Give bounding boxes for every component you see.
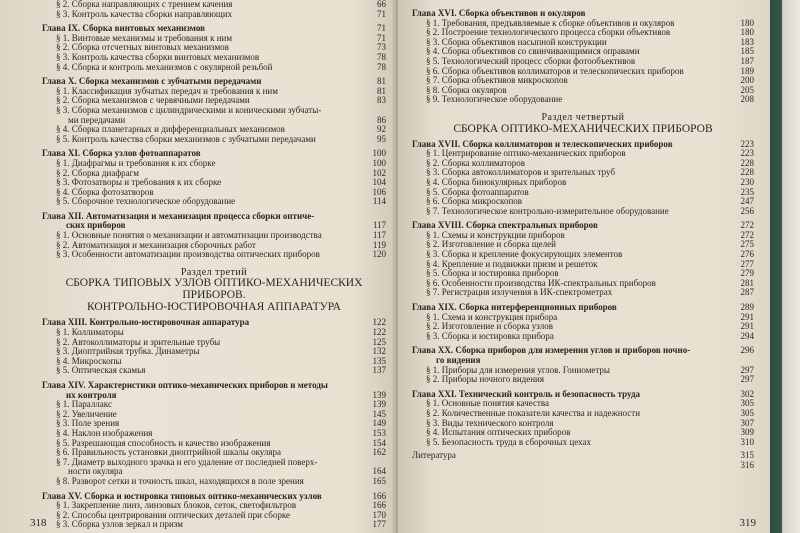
toc-text: § 5. Сборочное технологическое оборудование bbox=[56, 196, 236, 207]
toc-page-number: 104 bbox=[372, 177, 386, 188]
toc-page-number: 139 bbox=[372, 389, 386, 400]
right-page-number: 319 bbox=[739, 517, 756, 529]
toc-text: СБОРКА ОПТИКО-МЕХАНИЧЕСКИХ ПРИБОРОВ bbox=[453, 122, 713, 135]
toc-text: § 4. Сборка фотозатворов bbox=[56, 186, 154, 197]
toc-text: § 1. Закрепление линз, линзовых блоков, сеток, светофильтров bbox=[56, 500, 297, 511]
toc-text: § 8. Разворот сетки и точность шкал, находящихся в поле зрения bbox=[56, 475, 304, 486]
toc-item bbox=[412, 375, 754, 385]
toc-text: § 5. Разрешающая способность и качество изображения bbox=[56, 437, 271, 448]
toc-text: § 5. Безопасность труда в сборочных цехах bbox=[426, 436, 591, 447]
toc-item bbox=[412, 95, 754, 105]
part-title bbox=[412, 113, 754, 123]
toc-page-number: 228 bbox=[740, 157, 754, 168]
toc-text: § 2. Изготовление и сборка узлов bbox=[426, 321, 553, 332]
toc-page-number: 122 bbox=[372, 327, 386, 338]
toc-text: § 3. Диоптрийная трубка. Динаметры bbox=[56, 346, 200, 357]
toc-text: § 4. Микроскопы bbox=[56, 355, 122, 366]
toc-text: Глава XII. Автоматизация и механизация процесса сборки оптиче- bbox=[42, 210, 315, 221]
toc-page-number: 305 bbox=[740, 407, 754, 418]
toc-text: Глава XIII. Контрольно-юстировочная аппаратура bbox=[42, 317, 250, 328]
toc-text: § 2. Сборка механизмов с червячными передачами bbox=[56, 95, 250, 106]
toc-text: их контроля bbox=[66, 389, 117, 400]
toc-page-number: 177 bbox=[372, 519, 386, 530]
toc-page-number: 200 bbox=[740, 75, 754, 86]
toc-page-number: 307 bbox=[740, 417, 754, 428]
toc-page-number: 117 bbox=[372, 230, 386, 241]
toc-text: КОНТРОЛЬНО-ЮСТИРОВОЧНАЯ АППАРАТУРА bbox=[87, 301, 341, 314]
toc-page-number: 83 bbox=[377, 95, 386, 106]
toc-page-number: 165 bbox=[372, 475, 386, 486]
toc-text: § 3. Особенности автоматизации производства оптических приборов bbox=[56, 249, 320, 260]
toc-text: § 1. Схема и конструкция прибора bbox=[426, 311, 558, 322]
toc-text: § 6. Сборка объективов коллиматоров и телескопических приборов bbox=[426, 65, 684, 76]
toc-page-number: 205 bbox=[740, 84, 754, 95]
toc-page-number: 81 bbox=[377, 76, 386, 87]
toc-page-number: 164 bbox=[372, 466, 386, 477]
toc-page-number: 223 bbox=[740, 138, 754, 149]
toc-page-number: 297 bbox=[740, 364, 754, 375]
toc-page-number: 132 bbox=[372, 346, 386, 357]
toc-item bbox=[42, 520, 386, 530]
toc-text: § 3. Сборка механизмов с цилиндрическими и коническими зубчаты- bbox=[56, 104, 322, 115]
toc-page-number: 272 bbox=[740, 220, 754, 231]
toc-text: § 1. Требования, предъявляемые к сборке объективов и окуляров bbox=[426, 17, 675, 28]
toc-page-number: 162 bbox=[372, 447, 386, 458]
toc-text: § 2. Автоматизация и механизация сборочных работ bbox=[56, 239, 256, 250]
toc-text: Глава IX. Сборка винтовых механизмов bbox=[42, 23, 205, 34]
toc-text: § 1. Приборы для измерения углов. Гониометры bbox=[426, 364, 610, 375]
toc-page-number: 145 bbox=[372, 408, 386, 419]
toc-text: § 2. Сборка направляющих с трением качения bbox=[56, 0, 233, 9]
toc-page-number: 71 bbox=[377, 32, 386, 43]
toc-text: § 7. Технологическое контрольно-измерительное оборудование bbox=[426, 205, 669, 216]
toc-page-number: 180 bbox=[740, 27, 754, 38]
toc-item bbox=[412, 207, 754, 217]
toc-text: § 3. Контроль качества сборки направляющих bbox=[56, 8, 233, 19]
toc-text: Глава XVII. Сборка коллиматоров и телескопических приборов bbox=[412, 138, 673, 149]
toc-page-number: 256 bbox=[740, 205, 754, 216]
toc-text: § 5. Контроль качества сборки механизмов с зубчатыми передачами bbox=[56, 133, 316, 144]
toc-page-number: 272 bbox=[740, 229, 754, 240]
toc-text: § 3. Виды технического контроля bbox=[426, 417, 554, 428]
toc-page-number: 137 bbox=[372, 365, 386, 376]
right-page bbox=[398, 0, 770, 533]
toc-text: § 2. Автоколлиматоры и зрительные трубы bbox=[56, 336, 221, 347]
toc-page-number: 281 bbox=[740, 277, 754, 288]
toc-page-number: 81 bbox=[377, 85, 386, 96]
toc-text: § 7. Диаметр выходного зрачка и его удаление от последней поверх- bbox=[56, 456, 318, 467]
toc-page-number: 315 bbox=[740, 450, 754, 461]
toc-text: Глава X. Сборка механизмов с зубчатыми передачами bbox=[42, 76, 262, 87]
toc-item bbox=[412, 438, 754, 448]
toc-item bbox=[42, 135, 386, 145]
toc-page-number: 102 bbox=[372, 167, 386, 178]
toc-page-number: 247 bbox=[740, 196, 754, 207]
toc-text: Раздел третий bbox=[180, 266, 248, 278]
toc-page-number: 149 bbox=[372, 418, 386, 429]
toc-page-number: 276 bbox=[740, 249, 754, 260]
toc-text: § 4. Крепление и подвижки призм и решеток bbox=[426, 258, 598, 269]
toc-page-number: 78 bbox=[377, 51, 386, 62]
toc-page-number: 120 bbox=[372, 249, 386, 260]
toc-item bbox=[42, 197, 386, 207]
toc-text: § 2. Построение технологического процесса сборки объективов bbox=[426, 27, 671, 38]
toc-item bbox=[42, 366, 386, 376]
toc-text: § 5. Сборка и юстировка приборов bbox=[426, 268, 559, 279]
toc-text: § 1. Параллакс bbox=[56, 399, 112, 410]
toc-page-number: 277 bbox=[740, 258, 754, 269]
toc-text: § 1. Основные понятия качества bbox=[426, 398, 549, 409]
part-heading bbox=[42, 301, 386, 313]
toc-text: го видения bbox=[436, 355, 481, 365]
toc-page-number: 86 bbox=[377, 114, 386, 125]
toc-text: § 1. Схемы и конструкции приборов bbox=[426, 229, 565, 240]
toc-page-number: 135 bbox=[372, 355, 386, 366]
toc-page-number: 223 bbox=[740, 148, 754, 159]
toc-page-number: 302 bbox=[740, 388, 754, 399]
toc-text: § 6. Правильность установки диоптрийной шкалы окуляра bbox=[56, 447, 282, 458]
toc-text: § 2. Приборы ночного видения bbox=[426, 374, 544, 385]
toc-text: § 2. Сборка отсчетных винтовых механизмов bbox=[56, 42, 229, 53]
toc-page-number: 153 bbox=[372, 427, 386, 438]
toc-text: § 5. Технологический процесс сборки фотообъективов bbox=[426, 55, 636, 66]
toc-page-number: 95 bbox=[377, 133, 386, 144]
toc-page-number: 154 bbox=[372, 437, 386, 448]
toc-text: § 9. Технологическое оборудование bbox=[426, 94, 563, 105]
toc-text: Глава XIV. Характеристики оптико-механических приборов и методы bbox=[42, 380, 328, 390]
toc-text: § 8. Сборка окуляров bbox=[426, 84, 507, 95]
toc-page-number: 228 bbox=[740, 167, 754, 178]
toc-text: Раздел четвертый bbox=[541, 111, 625, 123]
toc-text: § 1. Классификация зубчатых передач и требования к ним bbox=[56, 85, 278, 96]
toc-text: § 4. Сборка бинокулярных приборов bbox=[426, 176, 567, 187]
toc-page-number: 287 bbox=[740, 287, 754, 298]
toc-text: Глава XI. Сборка узлов фотоаппаратов bbox=[42, 148, 201, 159]
book-cover-edge bbox=[770, 0, 800, 533]
toc-text: § 2. Увеличение bbox=[56, 408, 117, 419]
toc-page-number: 294 bbox=[740, 330, 754, 341]
toc-text: Глава XX. Сборка приборов для измерения углов и приборов ночно- bbox=[412, 345, 691, 356]
toc-text: § 6. Особенности производства ИК-спектральных приборов bbox=[426, 277, 656, 288]
right-toc-column bbox=[412, 4, 754, 471]
toc-page-number: 185 bbox=[740, 46, 754, 57]
part-heading bbox=[412, 123, 754, 135]
toc-text: § 3. Сборка объективов насыпной конструкции bbox=[426, 36, 607, 47]
toc-text: § 1. Основные понятия о механизации и автоматизации производства bbox=[56, 230, 322, 241]
toc-literature bbox=[412, 451, 754, 461]
toc-text: ми передачами bbox=[68, 114, 126, 125]
toc-page-number: 139 bbox=[372, 399, 386, 410]
toc-page-number: 100 bbox=[372, 157, 386, 168]
toc-text: § 1. Центрирование оптико-механических приборов bbox=[426, 148, 626, 159]
toc-text: Глава XVIII. Сборка спектральных приборов bbox=[412, 220, 598, 231]
toc-page-number: 291 bbox=[740, 321, 754, 332]
toc-item bbox=[412, 332, 754, 342]
toc-text: § 3. Сборка автоколлиматоров и зрительных труб bbox=[426, 167, 616, 178]
toc-page-number: 117 bbox=[372, 220, 386, 231]
toc-page-number: 166 bbox=[372, 500, 386, 511]
toc-page-number: 305 bbox=[740, 398, 754, 409]
toc-text: § 1. Коллиматоры bbox=[56, 327, 124, 338]
toc-text: § 2. Сборка коллиматоров bbox=[426, 157, 525, 168]
toc-text: § 3. Сборка и юстировка прибора bbox=[426, 330, 554, 341]
toc-page-number: 114 bbox=[372, 196, 386, 207]
toc-text: Глава XIX. Сборка интерференционных приборов bbox=[412, 302, 617, 313]
toc-text: § 2. Изготовление и сборка щелей bbox=[426, 239, 556, 250]
toc-text: § 2. Количественные показатели качества и надежности bbox=[426, 407, 641, 418]
toc-page-number: 71 bbox=[377, 23, 386, 34]
left-toc-column bbox=[42, 0, 386, 530]
toc-text: § 4. Сборка объективов со свинчивающимися оправами bbox=[426, 46, 640, 57]
toc-page-number: 297 bbox=[740, 374, 754, 385]
toc-page-number: 296 bbox=[740, 345, 754, 356]
toc-item bbox=[42, 10, 386, 20]
toc-text: § 2. Способы центрирования оптических деталей при сборке bbox=[56, 509, 290, 520]
toc-text: § 5. Сборка фотоаппаратов bbox=[426, 186, 529, 197]
toc-page-number: 230 bbox=[740, 176, 754, 187]
toc-text: Литература bbox=[412, 450, 456, 461]
toc-text: § 3. Поле зрения bbox=[56, 418, 120, 429]
toc-page-number: 170 bbox=[372, 509, 386, 520]
toc-text: § 4. Сборка планетарных и дифференциальных механизмов bbox=[56, 124, 285, 135]
toc-page-number: 180 bbox=[740, 17, 754, 28]
toc-text: § 3. Сборка и крепление фокусирующих элементов bbox=[426, 249, 623, 260]
toc-page-number: 187 bbox=[740, 55, 754, 66]
toc-page-number: 309 bbox=[740, 427, 754, 438]
toc-text: § 3. Сборка узлов зеркал и призм bbox=[56, 519, 183, 530]
toc-text: § 4. Сборка и контроль механизмов с окулярной резьбой bbox=[56, 61, 273, 72]
left-page-number: 318 bbox=[30, 517, 47, 529]
toc-text: Глава XXI. Технический контроль и безопасность труда bbox=[412, 388, 640, 399]
toc-text: § 3. Контроль качества сборки винтовых механизмов bbox=[56, 51, 260, 62]
toc-item bbox=[412, 288, 754, 298]
toc-page-number: 106 bbox=[372, 186, 386, 197]
toc-page-number: 235 bbox=[740, 186, 754, 197]
toc-page-number: 208 bbox=[740, 94, 754, 105]
toc-text: § 1. Диафрагмы и требования к их сборке bbox=[56, 157, 216, 168]
toc-page-number: 78 bbox=[377, 61, 386, 72]
part-heading bbox=[42, 277, 386, 301]
toc-page-number: 275 bbox=[740, 239, 754, 250]
toc-page-number: 122 bbox=[372, 317, 386, 328]
toc-page-number: 289 bbox=[740, 302, 754, 313]
toc-page-number: 189 bbox=[740, 65, 754, 76]
toc-text: § 4. Испытания оптических приборов bbox=[426, 427, 571, 438]
toc-page-number-extra: 316 bbox=[740, 459, 754, 470]
part-title bbox=[42, 268, 386, 278]
toc-text: § 1. Винтовые механизмы и требования к ним bbox=[56, 32, 233, 43]
toc-text: Глава XVI. Сборка объективов и окуляров bbox=[412, 8, 586, 18]
toc-text: Глава XV. Сборка и юстировка типовых оптико-механических узлов bbox=[42, 490, 322, 501]
toc-page-number: 119 bbox=[372, 239, 386, 250]
toc-page-number: 183 bbox=[740, 36, 754, 47]
toc-page-number: 100 bbox=[372, 148, 386, 159]
toc-page-number: 291 bbox=[740, 311, 754, 322]
toc-item bbox=[42, 63, 386, 73]
toc-item bbox=[42, 250, 386, 260]
toc-page-number: 310 bbox=[740, 436, 754, 447]
toc-page-number: 125 bbox=[372, 336, 386, 347]
toc-text: § 2. Сборка диафрагм bbox=[56, 167, 139, 178]
toc-item bbox=[42, 477, 386, 487]
toc-text: § 6. Сборка микроскопов bbox=[426, 196, 523, 207]
toc-text: § 7. Регистрация излучения в ИК-спектрометрах bbox=[426, 287, 613, 298]
toc-text: § 4. Наклон изображения bbox=[56, 427, 153, 438]
toc-page-number: 66 bbox=[377, 0, 386, 9]
toc-page-number: 279 bbox=[740, 268, 754, 279]
toc-text: § 5. Оптическая скамья bbox=[56, 365, 146, 376]
toc-text: ских приборов bbox=[66, 220, 126, 231]
toc-text: ности окуляра bbox=[68, 466, 123, 477]
toc-page-number: 166 bbox=[372, 490, 386, 501]
left-page bbox=[0, 0, 398, 533]
toc-page-number: 71 bbox=[377, 8, 386, 19]
toc-text: СБОРКА ТИПОВЫХ УЗЛОВ ОПТИКО-МЕХАНИЧЕСКИХ ПРИБОРОВ. bbox=[65, 277, 363, 302]
toc-text: § 3. Фотозатворы и требования к их сборке bbox=[56, 177, 222, 188]
toc-page-number: 73 bbox=[377, 42, 386, 53]
toc-text: § 7. Сборка объективов микроскопов bbox=[426, 75, 568, 86]
toc-page-number: 92 bbox=[377, 124, 386, 135]
